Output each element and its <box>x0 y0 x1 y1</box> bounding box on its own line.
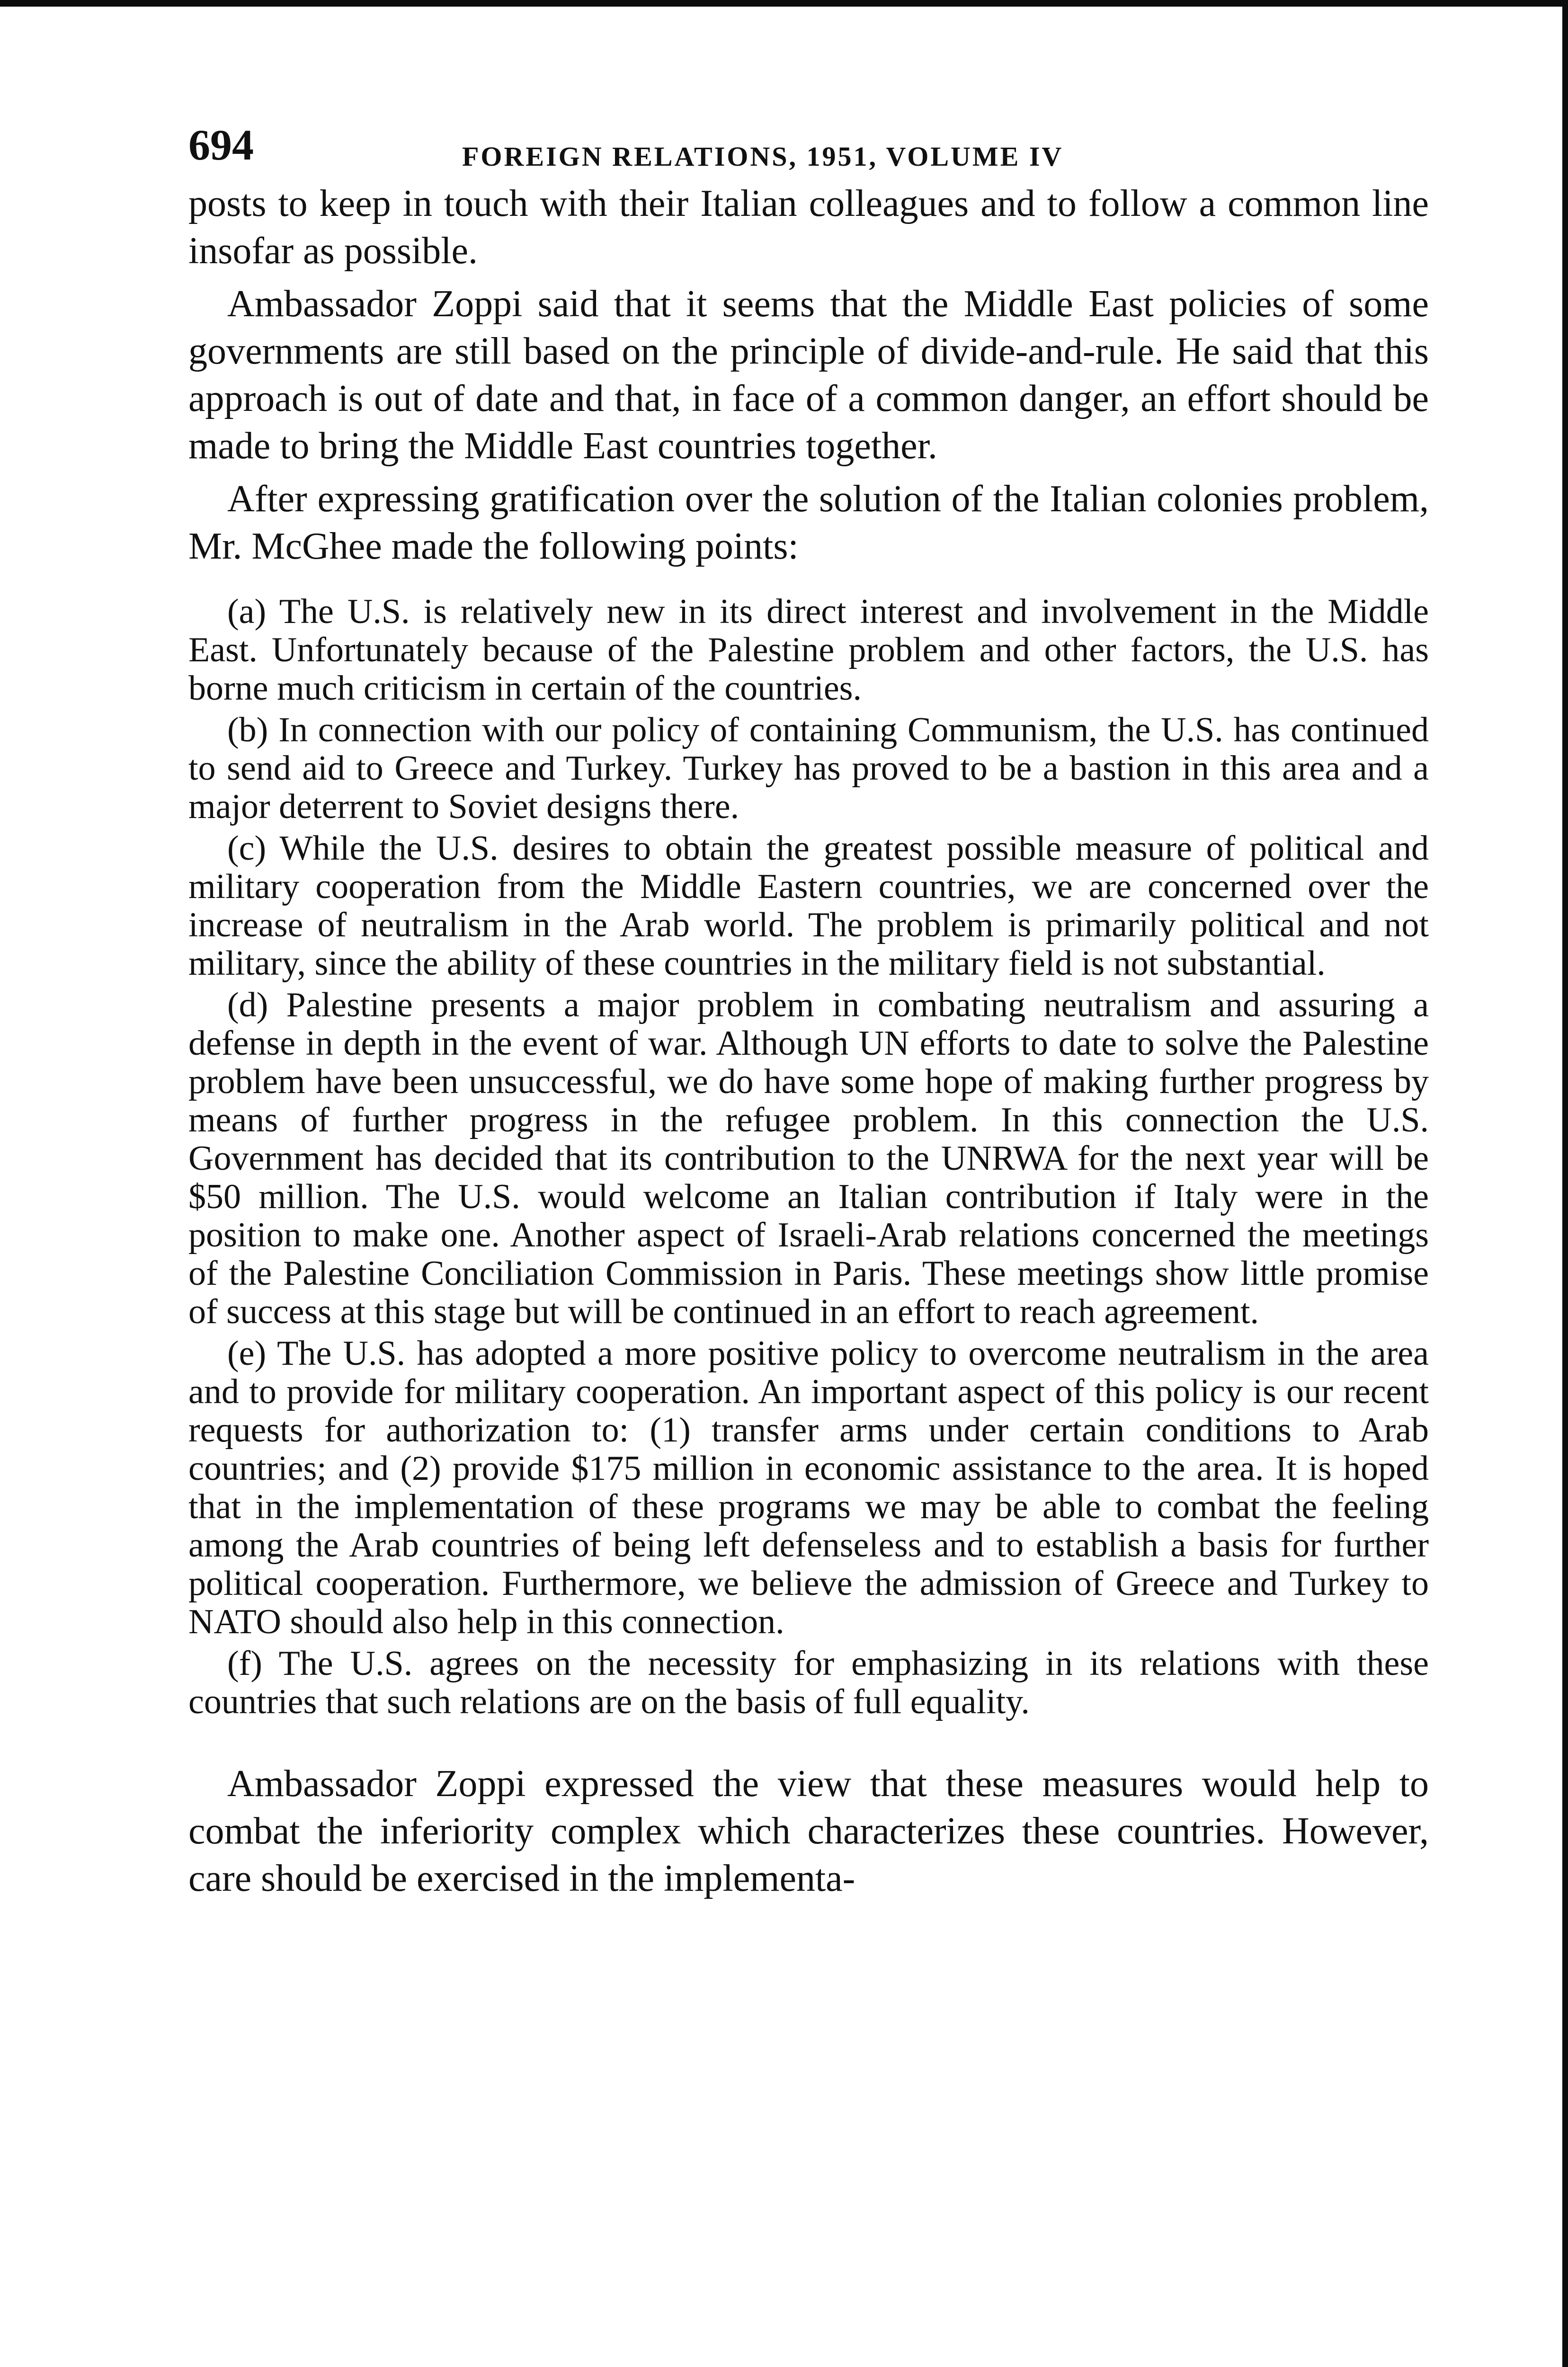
point-a: (a) The U.S. is relatively new in its direct interest and involvement in the Middle East. Unfortunately because of the Palestine problem and other factors, the U.S. has borne much criticism in certain of the countries. <box>188 592 1429 708</box>
scan-border-top <box>0 0 1568 7</box>
running-head-title: FOREIGN RELATIONS, 1951, VOLUME IV <box>462 141 1064 172</box>
point-c: (c) While the U.S. desires to obtain the greatest possible measure of political and military cooperation from the Middle Eastern countries, we are concerned over the increase of neutralism in the Arab world. The problem is primarily political and not military, since the ability of these countries in the military field is not substantial. <box>188 829 1429 983</box>
paragraph-continuation: posts to keep in touch with their Italian colleagues and to follow a common line insofar as possible. <box>188 183 1429 272</box>
point-f: (f) The U.S. agrees on the necessity for emphasizing in its relations with these countries that such relations are on the basis of full equality. <box>188 1644 1429 1721</box>
page-number: 694 <box>188 121 254 169</box>
document-page <box>188 118 1429 1902</box>
scan-border-right <box>1562 0 1568 2367</box>
point-d: (d) Palestine presents a major problem in combating neutralism and assuring a defense in depth in the event of war. Although UN efforts to date to solve the Palestine problem have been unsuccessful, we do have some hope of making further progress by means of further progress in the refugee problem. In this connection the U.S. Government has decided that its contribution to the UNRWA for the next year will be $50 million. The U.S. would welcome an Italian contribution if Italy were in the position to make one. Another aspect of Israeli-Arab relations concerned the meetings of the Palestine Conciliation Commission in Paris. These meetings show little promise of success at this stage but will be continued in an effort to reach agreement. <box>188 986 1429 1331</box>
paragraph-mcghee-points-intro: After expressing gratification over the solution of the Italian colonies problem, Mr. McGhee made the following points: <box>188 478 1429 567</box>
paragraph-zoppi-inferiority-complex: Ambassador Zoppi expressed the view that these measures would help to combat the inferiority complex which characterizes these countries. However, care should be exercised in the implementa- <box>188 1763 1429 1899</box>
point-e: (e) The U.S. has adopted a more positive policy to overcome neutralism in the area and to provide for military cooperation. An important aspect of this policy is our recent requests for authorization to: (1) transfer arms under certain conditions to Arab countries; and (2) provide $175 million in economic assistance to the area. It is hoped that in the implementation of these programs we may be able to combat the feeling among the Arab countries of being left defenseless and to establish a basis for further political cooperation. Furthermore, we believe the admission of Greece and Turkey to NATO should also help in this connection. <box>188 1334 1429 1641</box>
mcghee-points-list <box>188 593 1429 1721</box>
paragraph-zoppi-divide-and-rule: Ambassador Zoppi said that it seems that the Middle East policies of some governments are still based on the principle of divide-and-rule. He said that this approach is out of date and that, in face of a common danger, an effort should be made to bring the Middle East countries together. <box>188 283 1429 467</box>
running-head <box>188 118 1429 180</box>
point-b: (b) In connection with our policy of containing Communism, the U.S. has continued to send aid to Greece and Turkey. Turkey has proved to be a bastion in this area and a major deterrent to Soviet designs there. <box>188 711 1429 826</box>
